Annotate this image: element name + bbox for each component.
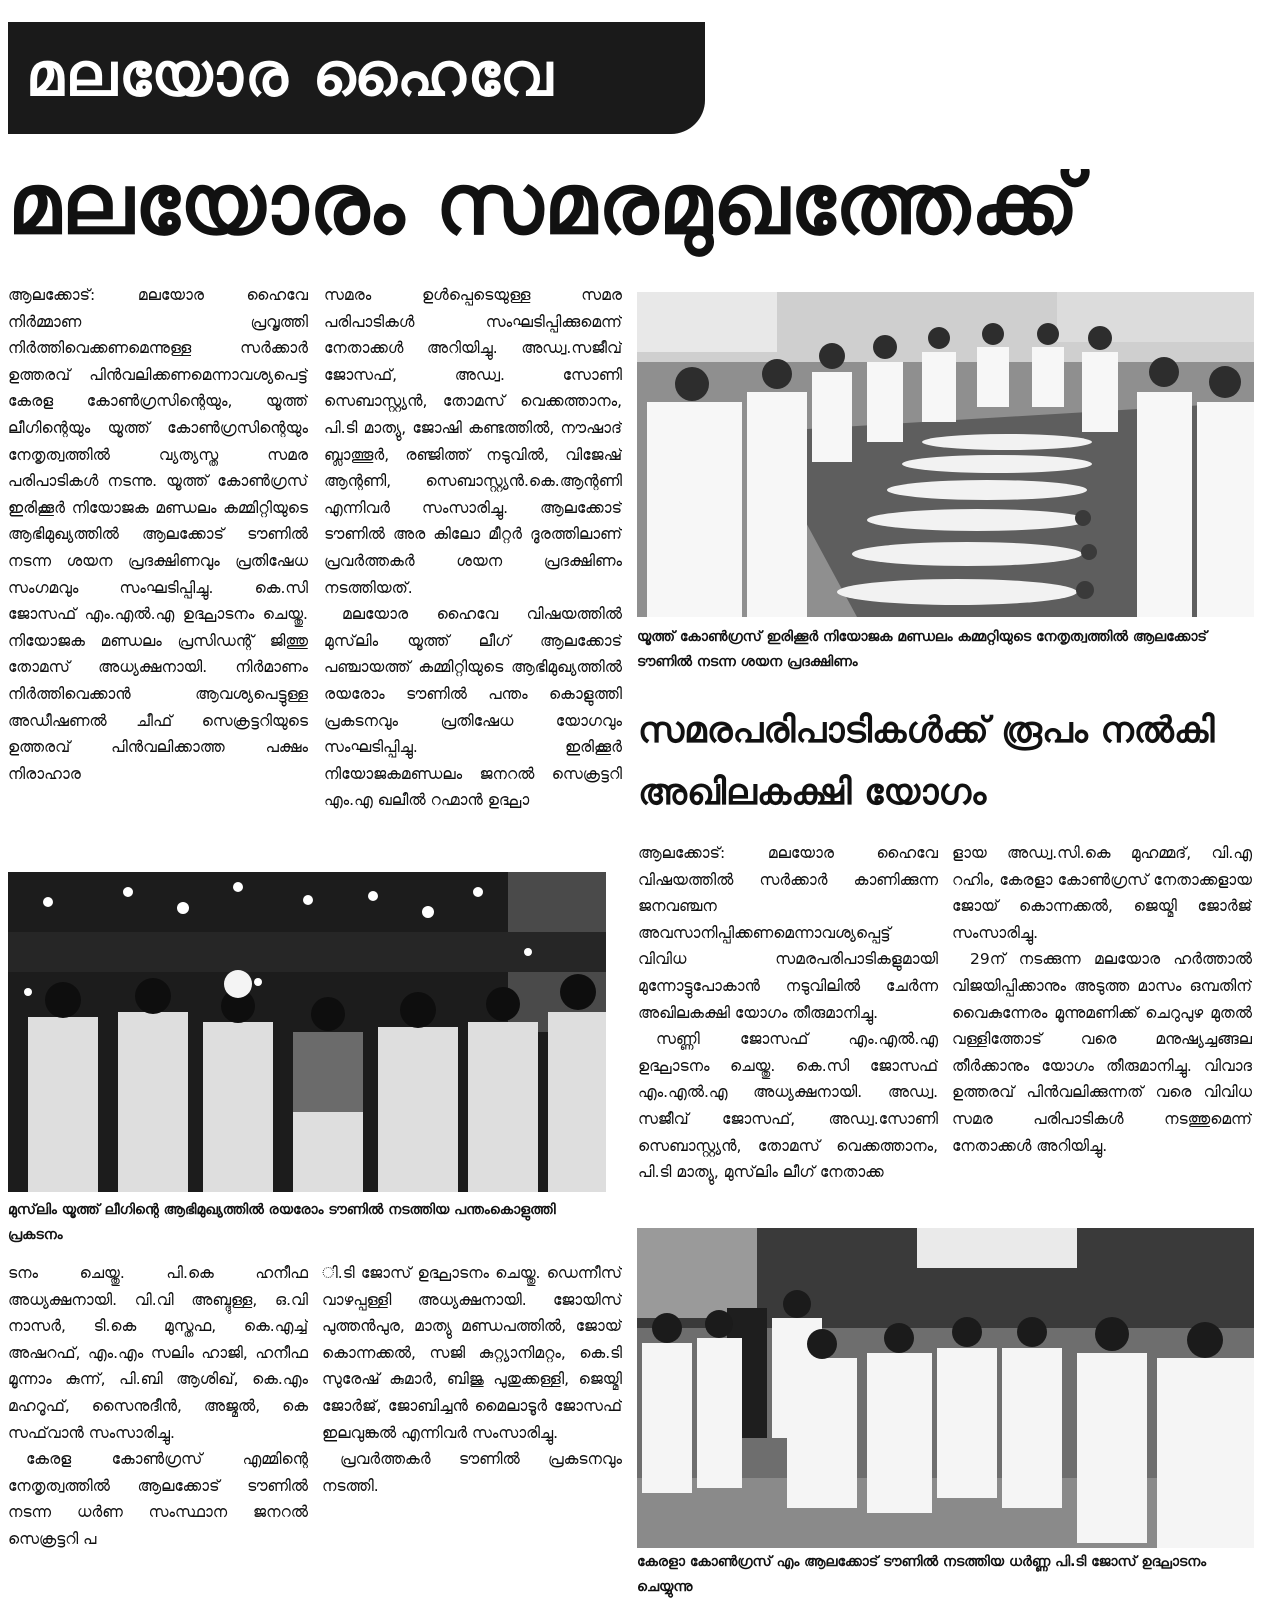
photo-dharna [637,1228,1254,1548]
story2-column-1 [638,840,938,1220]
photo1-caption: യൂത്ത് കോൺഗ്രസ് ഇരിക്കൂർ നിയോജക മണ്ഡലം കമ്മറ്റിയുടെ നേതൃത്വത്തിൽ ആലക്കോട് ടൗണിൽ നടന്ന ശയന പ്രദക്ഷിണം [637,629,1207,670]
story1-column-3 [8,1260,308,1600]
paragraph: ആലക്കോട്: മലയോര ഹൈവേ നിർമ്മാണ പ്രവൃത്തി നിർത്തിവെക്കണമെന്നുള്ള സർക്കാർ ഉത്തരവ് പിൻവലിക്കണമെന്നാവശ്യപെട്ട് കേരള കോൺഗ്രസിന്റെയും, യൂത്ത് ലീഗിന്റെയും യൂത്ത് കോൺഗ്രസിന്റെയും നേതൃത്വത്തിൽ വ്യത്യസ്ത സമര പരിപാടികൾ നടന്നു. യൂത്ത് കോൺഗ്രസ് ഇരിക്കൂർ നിയോജക മണ്ഡലം കമ്മിറ്റിയുടെ ആഭിമുഖ്യത്തിൽ ആലക്കോട് ടൗണിൽ നടന്ന ശയന പ്രദക്ഷിണവും പ്രതിഷേധ സംഗമവും സംഘടിപ്പിച്ചു. കെ.സി ജോസഫ് എം.എൽ.എ ഉദ്ഘാടനം ചെയ്തു. നിയോജക മണ്ഡലം പ്രസിഡന്റ് ജിത്തു തോമസ് അധ്യക്ഷനായി. നിർമാണം നിർത്തിവെക്കാൻ ആവശ്യപെട്ടുള്ള അഡീഷണൽ ചീഫ് സെക്രട്ടറിയുടെ ഉത്തരവ് പിൻവലിക്കാത്ത പക്ഷം നിരാഹാര [8,286,308,783]
photo-lying-protest [637,292,1254,617]
story2-column-2 [952,840,1252,1220]
page-headline: മലയോരം സമരമുഖത്തേക്ക് [8,155,1080,253]
paragraph: പ്രവർത്തകർ ടൗണിൽ പ്രകടനവും നടത്തി. [322,1450,622,1495]
paragraph: സമരം ഉൾപ്പെടെയുള്ള സമര പരിപാടികൾ സംഘടിപ്പിക്കുമെന്ന് നേതാക്കൾ അറിയിച്ചു. അഡ്വ.സജീവ് ജോസഫ്, അഡ്വ. സോണി സെബാസ്റ്റ്യൻ, തോമസ് വെക്കത്താനം, പി.ടി മാത്യു, ജോഷി കണ്ടത്തിൽ, നൗഷാദ് ബ്ലാത്തൂർ, രഞ്ജിത്ത് നടുവിൽ, വിജേഷ് ആന്റണി, സെബാസ്റ്റ്യൻ.കെ.ആന്റണി എന്നിവർ സംസാരിച്ചു. ആലക്കോട് ടൗണിൽ അര കിലോ മീറ്റർ ദൂരത്തിലാണ് പ്രവർത്തകർ ശയന പ്രദക്ഷിണം നടത്തിയത്. [324,286,622,597]
paragraph: ടനം ചെയ്തു. പി.കെ ഹനീഫ അധ്യക്ഷനായി. വി.വി അബ്ദുള്ള, ഒ.വി നാസർ, ടി.കെ മുസ്തഫ, കെ.എച്ച് അഷറഫ്, എം.എം സലിം ഹാജി, ഹനീഫ മൂന്നാം കുന്ന്, പി.ബി ആശിഖ്, കെ.എം മഹറൂഫ്, സൈനുദീൻ, അജ്മൽ, കെ സഫ്‌വാൻ സംസാരിച്ചു. [8,1264,308,1442]
story1-column-2 [324,282,622,860]
kicker-text: മലയോര ഹൈവേ [26,40,555,110]
photo2-caption: മുസ്‌ലിം യൂത്ത് ലീഗിന്റെ ആഭിമുഖ്യത്തിൽ രയരോം ടൗണിൽ നടത്തിയ പന്തംകൊളുത്തി പ്രകടനം [8,1202,556,1243]
story2-subhead: സമരപരിപാടികൾക്ക് രൂപം നൽകി അഖിലകക്ഷി യോഗം [638,710,1215,813]
paragraph: 29ന് നടക്കുന്ന മലയോര ഹർത്താൽ വിജയിപ്പിക്കാനും അടുത്ത മാസം ഒമ്പതിന് വൈകുന്നേരം മൂന്നുമണിക്ക് ചെറുപുഴ മുതൽ വള്ളിത്തോട് വരെ മനുഷ്യച്ചങ്ങല തീർക്കാനും യോഗം തീരുമാനിച്ചു. വിവാദ ഉത്തരവ് പിൻവലിക്കുന്നത് വരെ വിവിധ സമര പരിപാടികൾ നടത്തുമെന്ന് നേതാക്കൾ അറിയിച്ചു. [952,950,1252,1155]
paragraph: സണ്ണി ജോസഫ് എം.എൽ.എ ഉദ്ഘാടനം ചെയ്തു. കെ.സി ജോസഫ് എം.എൽ.എ അധ്യക്ഷനായി. അഡ്വ. സജീവ് ജോസഫ്, അഡ്വ.സോണി സെബാസ്റ്റ്യൻ, തോമസ് വെക്കത്താനം, പി.ടി മാത്യു, മുസ്‌ലിം ലീഗ് നേതാക്ക [638,1030,938,1182]
section-kicker [8,22,705,134]
story1-column-4 [322,1260,622,1600]
paragraph: ളായ അഡ്വ.സി.കെ മുഹമ്മദ്, വി.എ റഹിം, കേരളാ കോൺഗ്രസ് നേതാക്കളായ ജോയ് കൊന്നക്കൽ, ജെയ്മി ജോർജ് സംസാരിച്ചു. [952,844,1252,942]
photo-torch-march [8,872,606,1192]
paragraph: കേരള കോൺഗ്രസ് എമ്മിന്റെ നേതൃത്വത്തിൽ ആലക്കോട് ടൗണിൽ നടന്ന ധർണ സംസ്ഥാന ജനറൽ സെക്രട്ടറി പ [8,1450,308,1548]
photo3-caption: കേരളാ കോൺഗ്രസ് എം ആലക്കോട് ടൗണിൽ നടത്തിയ ധർണ്ണ പി.ടി ജോസ് ഉദ്ഘാടനം ചെയ്യുന്നു [637,1554,1207,1595]
paragraph: ആലക്കോട്: മലയോര ഹൈവേ വിഷയത്തിൽ സർക്കാർ കാണിക്കുന്ന ജനവഞ്ചന അവസാനിപ്പിക്കണമെന്നാവശ്യപ്പെട്ട് വിവിധ സമരപരിപാടികളുമായി മുന്നോട്ടുപോകാൻ നടുവിലിൽ ചേർന്ന അഖിലകക്ഷി യോഗം തീരുമാനിച്ചു. [638,844,938,1022]
paragraph: മലയോര ഹൈവേ വിഷയത്തിൽ മുസ്‌ലിം യൂത്ത് ലീഗ് ആലക്കോട് പഞ്ചായത്ത് കമ്മിറ്റിയുടെ ആഭിമുഖ്യത്തിൽ രയരോം ടൗണിൽ പന്തം കൊളുത്തി പ്രകടനവും പ്രതിഷേധ യോഗവും സംഘടിപ്പിച്ചു. ഇരിക്കൂർ നിയോജകമണ്ഡലം ജനറൽ സെക്രട്ടറി എം.എ ഖലീൽ റഹ്മാൻ ഉദ്ഘാ [324,605,622,810]
paragraph: ി.ടി ജോസ് ഉദ്ഘാടനം ചെയ്തു. ഡെന്നീസ് വാഴപ്പള്ളി അധ്യക്ഷനായി. ജോയിസ് പുത്തൻപുര, മാത്യു മണ്ഡപത്തിൽ, ജോയ് കൊന്നക്കൽ, സജി കുറ്റ്യാനിമറ്റം, കെ.ടി സുരേഷ് കുമാർ, ബിജു പുതുക്കള്ളി, ജെയ്മി ജോർജ്, ജോബിച്ചൻ മൈലാടൂർ ജോസഫ് ഇലവുങ്കൽ എന്നിവർ സംസാരിച്ചു. [322,1264,622,1442]
story1-column-1 [8,282,308,860]
